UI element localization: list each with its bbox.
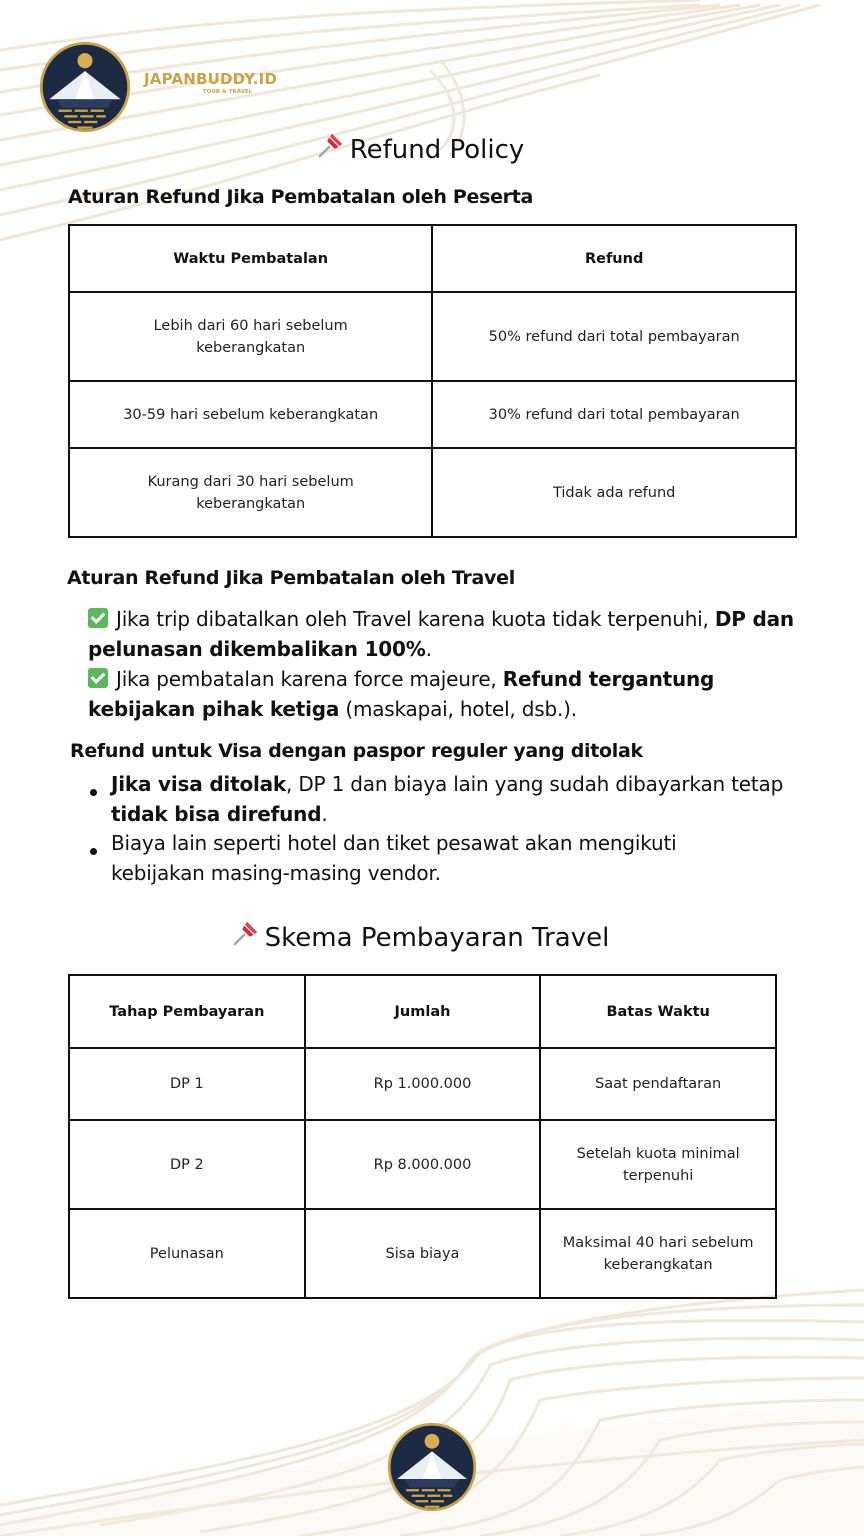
table-row: [69, 381, 796, 448]
brand-logo-mountain-icon: [38, 40, 132, 134]
participant-refund-heading: Aturan Refund Jika Pembatalan oleh Peserta: [68, 186, 534, 208]
brand-wordmark: [144, 70, 277, 95]
table-cell: Kurang dari 30 hari sebelum keberangkatan: [69, 448, 432, 537]
participant-refund-table: [68, 224, 797, 538]
bullet-icon: [90, 848, 97, 855]
table-cell: 50% refund dari total pembayaran: [432, 292, 796, 381]
table-cell: Pelunasan: [69, 1209, 305, 1298]
brand-name: JAPANBUDDY.ID: [144, 70, 278, 88]
column-header-jumlah: Jumlah: [305, 975, 541, 1048]
table-header-row: [69, 225, 796, 292]
column-header-refund: Refund: [432, 225, 796, 292]
brand-tagline: TOUR & TRAVEL: [202, 89, 253, 95]
table-cell: Tidak ada refund: [432, 448, 796, 537]
table-row: [69, 1120, 776, 1209]
table-cell: DP 2: [69, 1120, 305, 1209]
table-cell: Saat pendaftaran: [540, 1048, 776, 1120]
payment-scheme-table: [68, 974, 777, 1299]
refund-policy-title-text: Refund Policy: [349, 135, 525, 165]
table-cell: DP 1: [69, 1048, 305, 1120]
bullet-icon: [90, 789, 97, 796]
travel-refund-item: Jika trip dibatalkan oleh Travel karena kuota tidak terpenuhi, DP dan pelunasan dikembalikan 100%.: [88, 607, 794, 661]
check-mark-button-icon: [88, 668, 108, 688]
table-cell: Rp 8.000.000: [305, 1120, 541, 1209]
travel-refund-heading: Aturan Refund Jika Pembatalan oleh Travel: [67, 567, 515, 589]
visa-refund-list: [88, 770, 788, 888]
list-item: Biaya lain seperti hotel dan tiket pesawat akan mengikuti kebijakan masing-masing vendor.: [88, 829, 741, 888]
column-header-batas-waktu: Batas Waktu: [540, 975, 776, 1048]
brand-logo-mountain-icon: [386, 1421, 478, 1513]
column-header-waktu-pembatalan: Waktu Pembatalan: [69, 225, 432, 292]
table-cell: Sisa biaya: [305, 1209, 541, 1298]
payment-scheme-title-text: Skema Pembayaran Travel: [264, 923, 610, 953]
table-row: [69, 448, 796, 537]
table-header-row: [69, 975, 776, 1048]
pushpin-icon: [316, 130, 346, 160]
table-cell: Lebih dari 60 hari sebelum keberangkatan: [69, 292, 432, 381]
payment-scheme-title: [0, 918, 852, 953]
list-item: Jika visa ditolak, DP 1 dan biaya lain yang sudah dibayarkan tetap tidak bisa direfund.: [88, 770, 788, 829]
travel-refund-item: Jika pembatalan karena force majeure, Refund tergantung kebijakan pihak ketiga (maskapai, hotel, dsb.).: [88, 667, 715, 721]
pushpin-icon: [231, 918, 261, 948]
table-cell: 30-59 hari sebelum keberangkatan: [69, 381, 432, 448]
visa-refund-heading: Refund untuk Visa dengan paspor reguler yang ditolak: [70, 740, 643, 762]
table-cell: Maksimal 40 hari sebelum keberangkatan: [540, 1209, 776, 1298]
table-row: [69, 1048, 776, 1120]
column-header-tahap-pembayaran: Tahap Pembayaran: [69, 975, 305, 1048]
table-cell: 30% refund dari total pembayaran: [432, 381, 796, 448]
table-row: [69, 292, 796, 381]
check-mark-button-icon: [88, 608, 108, 628]
table-row: [69, 1209, 776, 1298]
table-cell: Rp 1.000.000: [305, 1048, 541, 1120]
refund-policy-title: [0, 130, 852, 165]
table-cell: Setelah kuota minimal terpenuhi: [540, 1120, 776, 1209]
